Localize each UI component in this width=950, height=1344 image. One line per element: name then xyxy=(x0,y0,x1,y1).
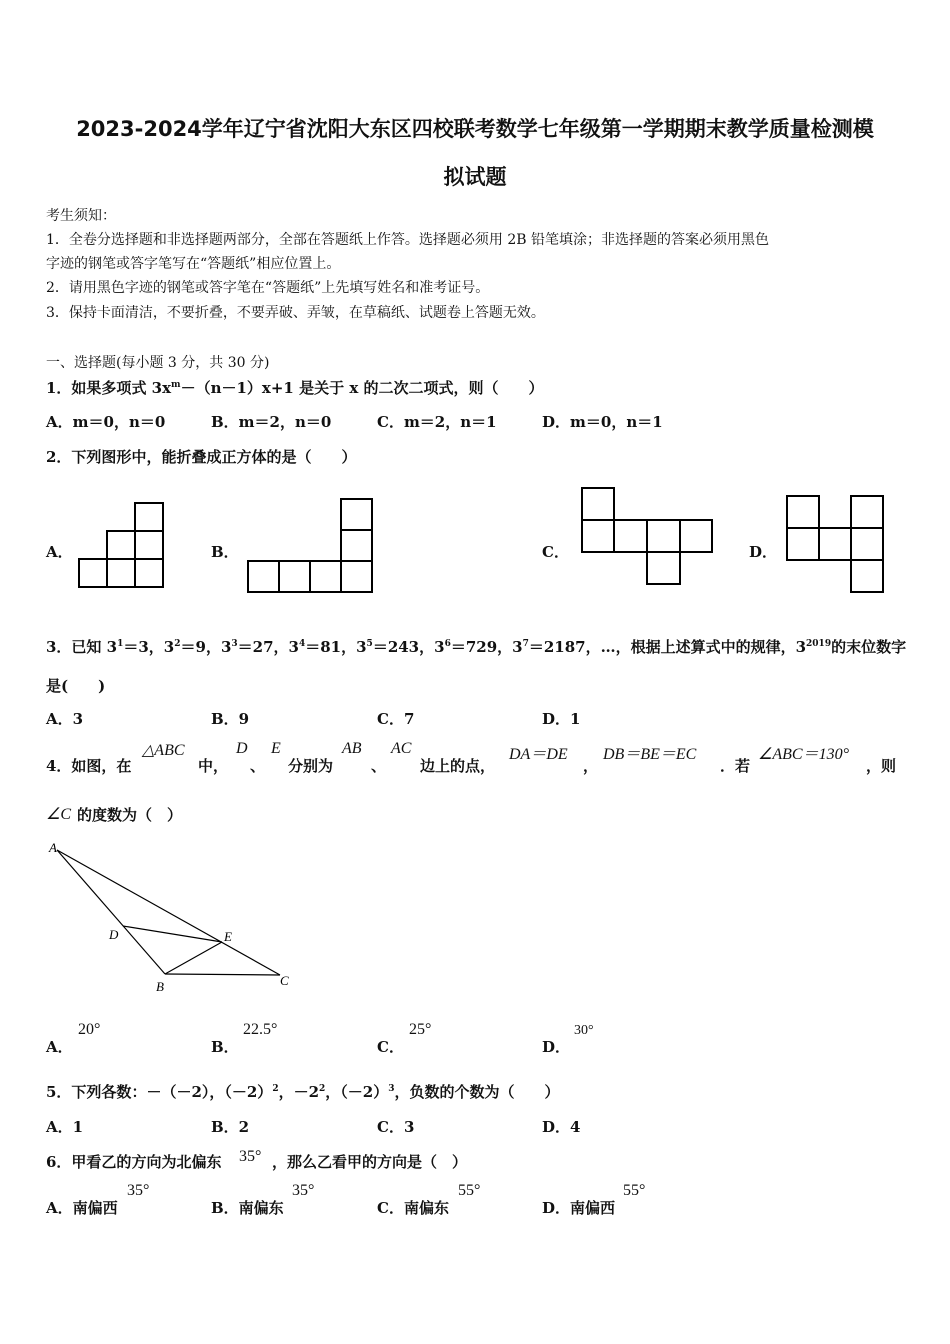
notice-item-2: 2．请用黑色字迹的钢笔或答字笔在“答题纸”上先填写姓名和准考证号。 xyxy=(46,280,490,296)
q6-option-c-value: 55° xyxy=(458,1182,481,1199)
q2-option-b: B． xyxy=(211,543,239,561)
notice-item-1a: 1．全卷分选择题和非选择题两部分，全部在答题纸上作答。选择题必须用 2B 铅笔填涂；非选择题的答案必须用黑色 xyxy=(46,232,769,248)
q2-option-d: D． xyxy=(749,543,778,561)
q4-ruo: ．若 xyxy=(720,757,751,775)
notice-item-3: 3．保持卡面清洁，不要折叠，不要弄破、弄皱，在草稿纸、试题卷上答题无效。 xyxy=(46,305,545,321)
page-title-line1: 2023-2024学年辽宁省沈阳大东区四校联考数学七年级第一学期期末教学质量检测模 xyxy=(76,117,874,141)
net-a-figure xyxy=(78,502,164,588)
q4-eq2: DB＝BE＝EC xyxy=(603,746,697,763)
q4-bian: 边上的点， xyxy=(420,757,496,775)
q5-option-c: C．3 xyxy=(377,1118,415,1136)
notice-item-1b: 字迹的钢笔或答字笔写在“答题纸”相应位置上。 xyxy=(46,256,341,272)
q4-eq1: DA＝DE xyxy=(509,746,568,763)
q6-stem-b: ，那么乙看甲的方向是（ ） xyxy=(272,1153,468,1171)
q4-option-a-value: 20° xyxy=(78,1021,101,1038)
q4-fenbie: 分别为 xyxy=(288,757,334,775)
q1-option-a: A．m＝0，n＝0 xyxy=(46,413,166,431)
q4-option-b: B． xyxy=(211,1038,239,1056)
q6-option-d: D．南偏西 xyxy=(542,1199,616,1217)
q6-option-a: A．南偏西 xyxy=(46,1199,118,1217)
q4-comma: ， xyxy=(583,757,599,775)
notice-heading: 考生须知： xyxy=(46,208,116,224)
q4-point-d: D xyxy=(236,740,248,757)
q1-option-d: D．m＝0，n＝1 xyxy=(542,413,663,431)
q3-option-a: A．3 xyxy=(46,710,84,728)
q4-option-a: A． xyxy=(46,1038,73,1056)
q4-zhong: 中， xyxy=(198,757,229,775)
q4-option-c-value: 25° xyxy=(409,1021,432,1038)
q5-stem: 5．下列各数：－（－2），$(-2)^2$，$-2^2$，$(-2)^3$，负数的个数为（ ） xyxy=(46,1083,560,1101)
q1-option-c: C．m＝2，n＝1 xyxy=(377,413,497,431)
q4-option-c: C． xyxy=(377,1038,404,1056)
q3-option-c: C．7 xyxy=(377,710,415,728)
q3-stem-line2: 是( ) xyxy=(46,677,106,695)
q4-dun: 、 xyxy=(250,757,266,775)
q5-option-a: A．1 xyxy=(46,1118,84,1136)
q6-option-b-value: 35° xyxy=(292,1182,315,1199)
q6-option-b: B．南偏东 xyxy=(211,1199,284,1217)
q4-angle-c: ∠C xyxy=(46,806,72,823)
q2-option-a: A． xyxy=(46,543,73,561)
net-b-figure xyxy=(247,498,373,594)
q4-side-ab: AB xyxy=(342,740,362,757)
q4-option-d: D． xyxy=(542,1038,571,1056)
q1-option-b: B．m＝2，n＝0 xyxy=(211,413,332,431)
q4-triangle-figure xyxy=(44,838,304,998)
fig-label-c: C xyxy=(280,973,289,988)
fig-label-b: B xyxy=(156,979,164,994)
q4-stem-line2: 的度数为（ ） xyxy=(77,806,183,824)
q4-side-ac: AC xyxy=(391,740,412,757)
q4-number: 4．如图，在 xyxy=(46,757,132,775)
fig-label-a: A xyxy=(49,840,57,855)
q4-dun2: 、 xyxy=(371,757,387,775)
net-d-figure xyxy=(786,495,884,593)
q4-angle-abc: ∠ABC＝130° xyxy=(758,746,849,763)
fig-label-e: E xyxy=(224,929,232,944)
section-heading: 一、选择题(每小题 3 分，共 30 分) xyxy=(46,355,270,371)
q6-option-c: C．南偏东 xyxy=(377,1199,449,1217)
q4-point-e: E xyxy=(271,740,281,757)
q3-option-b: B．9 xyxy=(211,710,250,728)
q6-stem-degree: 35° xyxy=(239,1148,262,1165)
q5-option-b: B．2 xyxy=(211,1118,250,1136)
page-title-line2: 拟试题 xyxy=(443,165,507,189)
q3-stem: 3．已知 $3^1=3$，$3^2=9$，$3^3=27$，$3^4=81$，$3^5=243$，$3^6=729$，$3^7=2187$，…，根据上述算式中的规律，$3^{2019}$的末位数字 xyxy=(46,638,907,656)
q6-stem-a: 6．甲看乙的方向为北偏东 xyxy=(46,1153,222,1171)
q1-stem: 1．如果多项式 $3x^m-(n-1)x+1$ 是关于 x 的二次二项式，则（ ） xyxy=(46,379,544,397)
q2-stem: 2．下列图形中，能折叠成正方体的是（ ） xyxy=(46,448,357,466)
fig-label-d: D xyxy=(109,927,119,942)
q3-option-d: D．1 xyxy=(542,710,581,728)
q4-option-b-value: 22.5° xyxy=(243,1021,278,1038)
net-c-figure xyxy=(581,487,713,587)
q2-option-c: C． xyxy=(542,543,569,561)
q6-option-a-value: 35° xyxy=(127,1182,150,1199)
q4-option-d-value: 30° xyxy=(574,1023,594,1038)
q4-ze: ，则 xyxy=(866,757,897,775)
q5-option-d: D．4 xyxy=(542,1118,581,1136)
q6-option-d-value: 55° xyxy=(623,1182,646,1199)
q4-triangle: △ABC xyxy=(142,742,185,759)
